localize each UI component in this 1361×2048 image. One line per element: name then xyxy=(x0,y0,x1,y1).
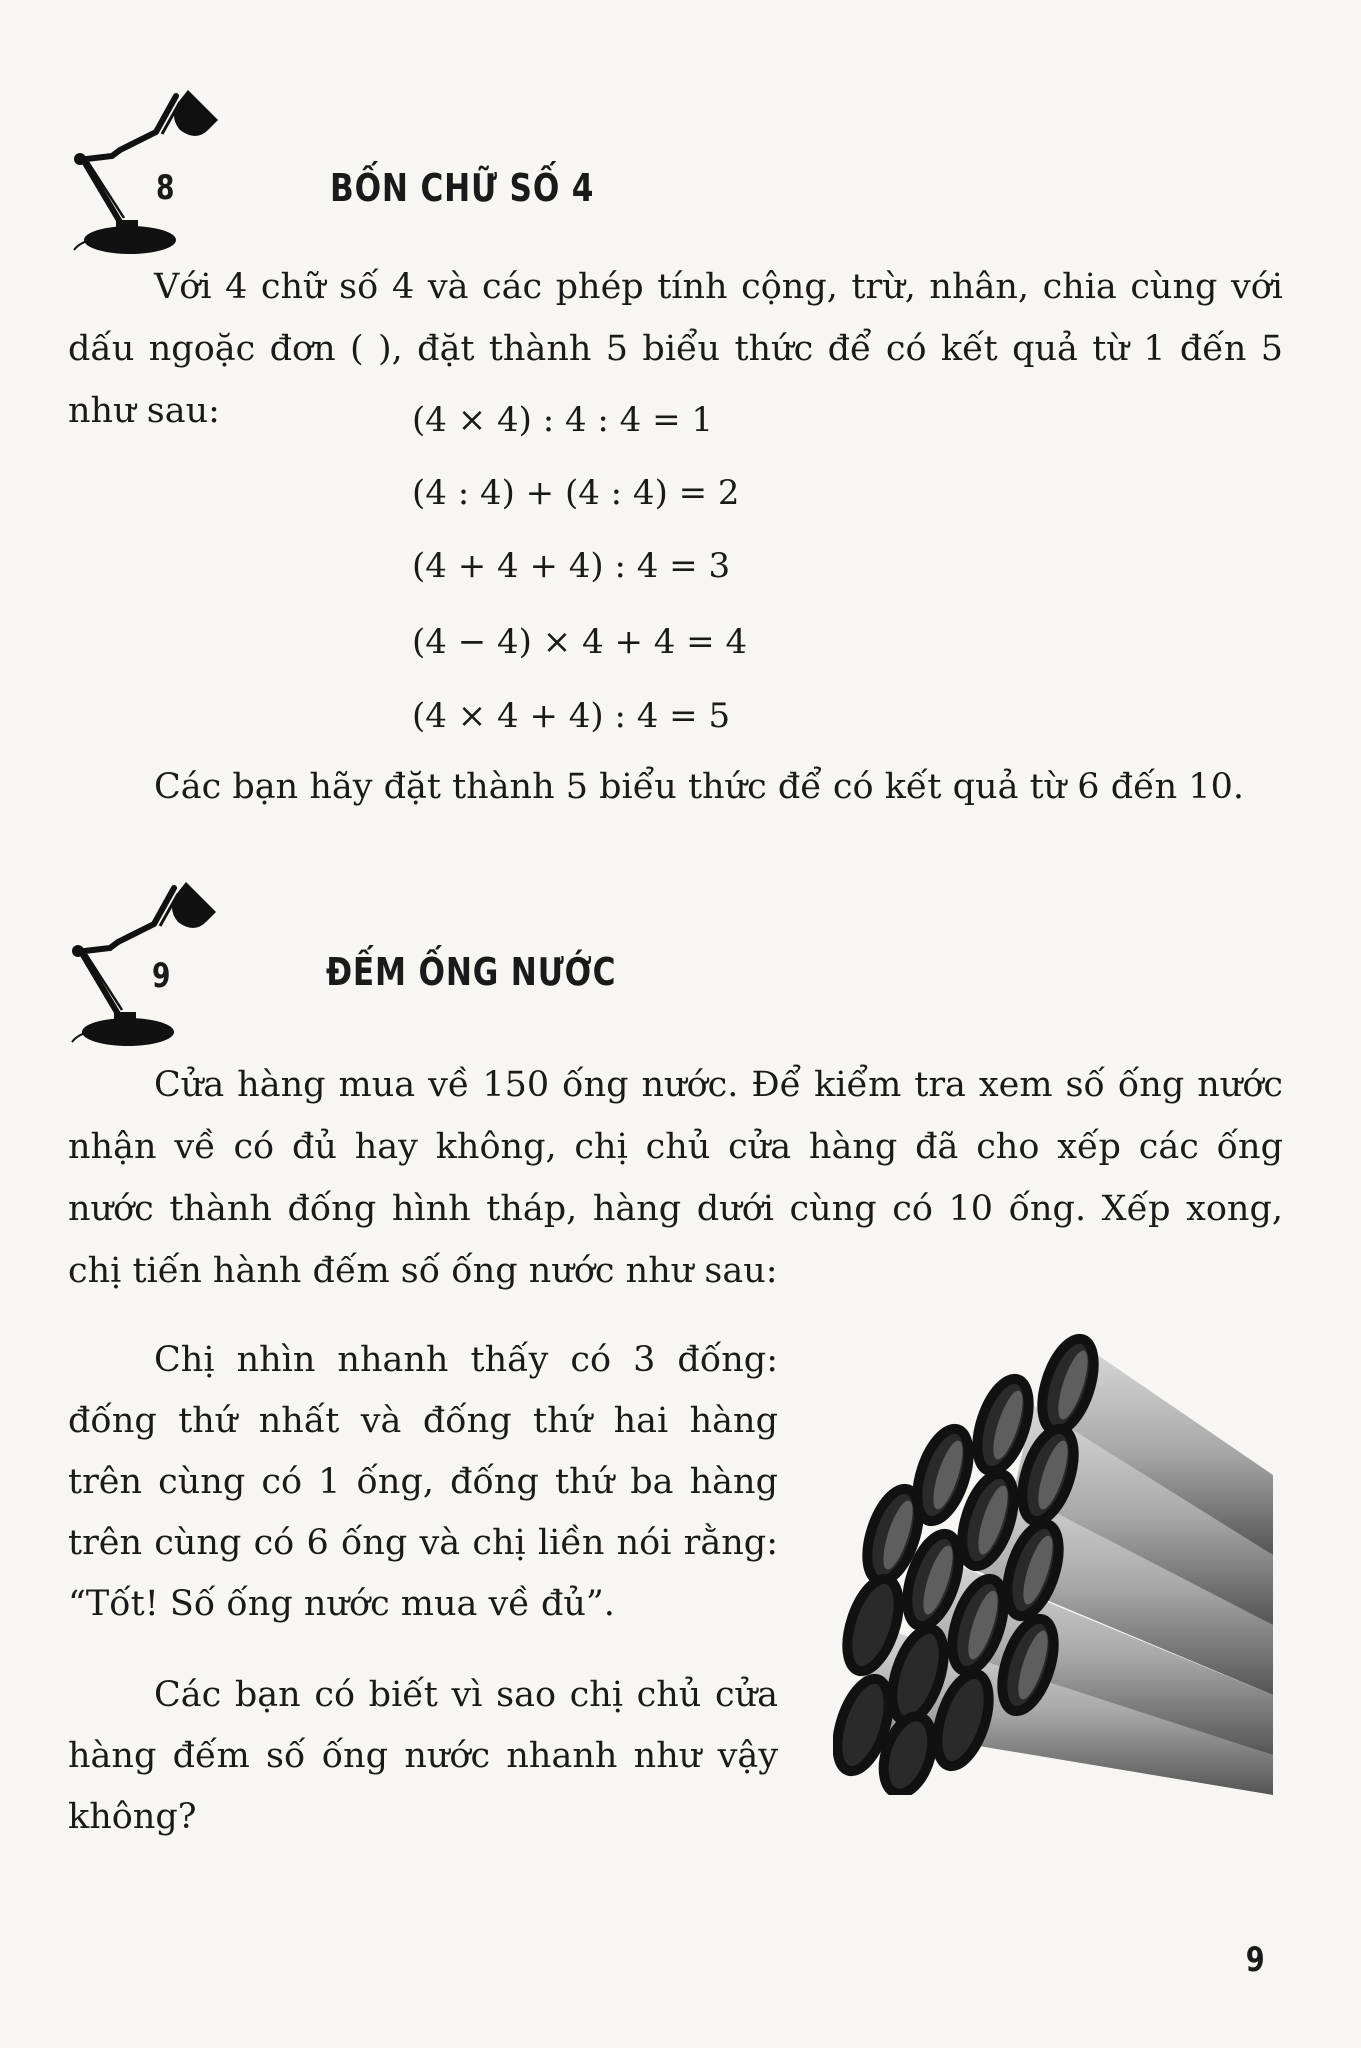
problem-9-story-text: Chị nhìn nhanh thấy có 3 đống: đống thứ nhất và đống thứ hai hàng trên cùng có 1 ống, đống thứ ba hàng trên cùng có 6 ống và chị liền nói rằng: “Tốt! Số ống nước mua về đủ”. xyxy=(68,1340,778,1624)
problem-8-question-text: Các bạn hãy đặt thành 5 biểu thức để có kết quả từ 6 đến 10. xyxy=(154,767,1244,807)
problem-8-intro-text: Với 4 chữ số 4 và các phép tính cộng, trừ, nhân, chia cùng với dấu ngoặc đơn ( ), đặt thành 5 biểu thức để có kết quả từ 1 đến 5 như sau: xyxy=(68,267,1283,431)
expression-3: (4 + 4 + 4) : 4 = 3 xyxy=(412,546,731,586)
desk-lamp-icon xyxy=(68,72,218,262)
expression-2: (4 : 4) + (4 : 4) = 2 xyxy=(412,473,740,513)
problem-9-title: ĐẾM ỐNG NƯỚC xyxy=(326,950,617,994)
water-pipes-photo xyxy=(833,1325,1281,1795)
problem-8-number: 8 xyxy=(156,168,175,208)
expression-5: (4 × 4 + 4) : 4 = 5 xyxy=(412,696,731,736)
expression-1: (4 × 4) : 4 : 4 = 1 xyxy=(412,400,714,440)
desk-lamp-icon xyxy=(66,864,216,1054)
page-number: 9 xyxy=(1246,1940,1265,1980)
problem-9-question-text: Các bạn có biết vì sao chị chủ cửa hàng đếm số ống nước nhanh như vậy không? xyxy=(68,1675,778,1837)
problem-9-story xyxy=(68,1330,778,1635)
problem-8-title: BỐN CHỮ SỐ 4 xyxy=(330,166,595,210)
expression-4: (4 − 4) × 4 + 4 = 4 xyxy=(412,622,748,662)
problem-9-intro xyxy=(68,1054,1283,1302)
problem-9-number: 9 xyxy=(152,956,171,996)
problem-8-question xyxy=(68,756,1283,818)
problem-9-intro-text: Cửa hàng mua về 150 ống nước. Để kiểm tra xem số ống nước nhận về có đủ hay không, chị chủ cửa hàng đã cho xếp các ống nước thành đống hình tháp, hàng dưới cùng có 10 ống. Xếp xong, chị tiến hành đếm số ống nước như sau: xyxy=(68,1065,1283,1291)
problem-9-question xyxy=(68,1665,778,1848)
